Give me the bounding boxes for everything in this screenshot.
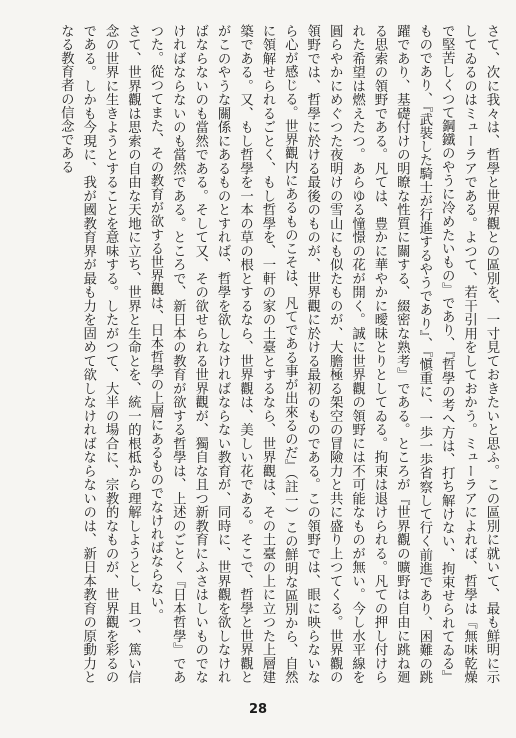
paragraph-2: さて、世界觀は思索の自由な天地に立ち、世界と生命とを、統一的根柢から理解しようとし、且つ、篤い信念の世界に生きようとすることを意味する。したがつて、大半の場合に、宗教的なものが、世界觀を彩るのである。しかも今現に、我が國教育界が最も力を固めて欲しなければならないのは、新日本教育の原動力となる教育者の信念である [58,24,141,684]
vertical-text-body [30,24,502,684]
paragraph-1: さて、次に我々は、哲學と世界觀との區別を、一寸見ておきたいと思ふ。この區別に就いて、最も鮮明に示してゐるのはミューラアである。よつて、若干引用をしておかう。ミューラアによれば、哲學は『無味乾燥で堅苦しくつて鋼鐵のやうに冷めたいもの』であり、『哲學の考へ方は、打ち解けない、拘束せられてゐる』ものであり、『武裝した騎士が行進するやうであり』、『愼重に、一歩一歩省察して行く前進であり、困難の跳躍であり、基礎付けの明瞭な性質に關する、綴密な熟考』である。ところが『世界觀の曠野は自由に跳ね廻る思索の領野である。凡ては、豊かに華やかに曖昧とりとしてゐる。拘束は退けられる。凡ての押し付けられた希望は燃えたつ。あらゆる憧憬の花が開く。誠に世界觀の領野には不可能なものが無い。今し水平線を圓らやかにめぐつた夜明けの雪山にも似たものが、大膽極る架空の冒險力と共に盛り上つてくる。世界觀の領野では、哲學に於ける最後のものが、世界觀に於ける最初のものである。この領野では、眼に映らないなら心が感じる。世界觀内にあるものこそは、凡てである事が出來るのだ』（註一）この鮮明な區別から、自然に領解せられるごとく、もし哲學を、一軒の家の土臺とするなら、世界觀は、その土臺の上に立つた上層建築である。又、もし哲學を一本の草の根とするなら、世界觀は、美しい花である。そこで、哲學と世界觀とがこのやうな關係にあるものとすれば、哲學を欲しなければならない教育が、同時に、世界觀を欲しなければならないのも當然である。そして又、その欲せられる世界觀が、獨自な且つ新教育にふさはしいものでなければならないのも當然である。ところで、新日本の教育が欲する哲學は、上述のごとく『日本哲學』であつた。從つてまた、その教育が欲する世界觀は、日本哲學の上層にあるものでなければならない。 [147,24,499,684]
page-number: 28 [248,702,268,717]
